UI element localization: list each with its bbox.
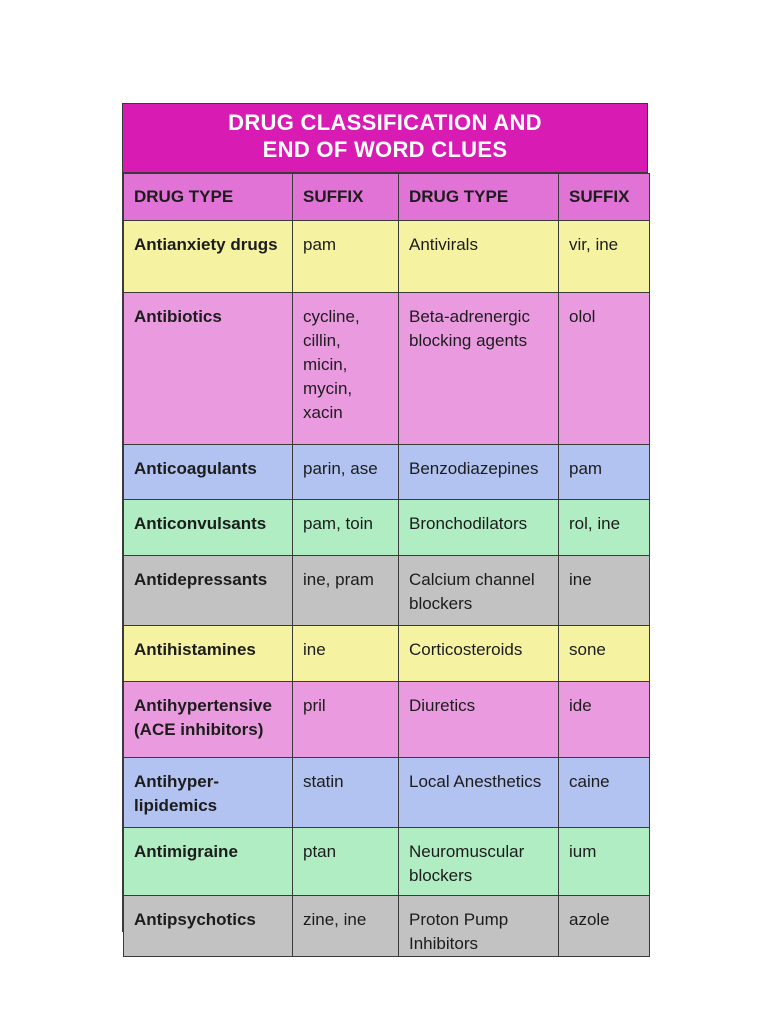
drug-type-cell: Local Anesthetics (399, 758, 559, 828)
title-line-1: DRUG CLASSIFICATION AND (228, 110, 542, 135)
suffix-cell: pam (293, 221, 399, 293)
suffix-cell: ide (559, 682, 650, 758)
drug-type-cell: Antimigraine (124, 828, 293, 896)
table-row (124, 626, 650, 682)
suffix-cell: ium (559, 828, 650, 896)
drug-type-cell: Beta-adrenergic blocking agents (399, 293, 559, 445)
drug-type-cell: Anticoagulants (124, 445, 293, 500)
header-drug-type-1: DRUG TYPE (124, 174, 293, 221)
drug-type-cell: Benzodiazepines (399, 445, 559, 500)
drug-type-cell: Antivirals (399, 221, 559, 293)
drug-type-cell: Antianxiety drugs (124, 221, 293, 293)
drug-type-cell: Antidepressants (124, 556, 293, 626)
suffix-cell: zine, ine (293, 896, 399, 957)
title-banner (123, 104, 647, 173)
drug-type-cell: Proton Pump Inhibitors (399, 896, 559, 957)
suffix-cell: vir, ine (559, 221, 650, 293)
table-row (124, 556, 650, 626)
drug-type-cell: Neuromuscular blockers (399, 828, 559, 896)
table-row (124, 828, 650, 896)
table-row (124, 445, 650, 500)
suffix-cell: olol (559, 293, 650, 445)
suffix-cell: sone (559, 626, 650, 682)
suffix-cell: pril (293, 682, 399, 758)
drug-type-cell: Corticosteroids (399, 626, 559, 682)
suffix-cell: ine, pram (293, 556, 399, 626)
table-row (124, 682, 650, 758)
suffix-cell: ine (293, 626, 399, 682)
header-suffix-1: SUFFIX (293, 174, 399, 221)
drug-type-cell: Calcium channel blockers (399, 556, 559, 626)
drug-type-cell: Bronchodilators (399, 500, 559, 556)
drug-type-cell: Anticonvulsants (124, 500, 293, 556)
suffix-cell: statin (293, 758, 399, 828)
header-drug-type-2: DRUG TYPE (399, 174, 559, 221)
table-row (124, 500, 650, 556)
suffix-cell: pam, toin (293, 500, 399, 556)
suffix-cell: caine (559, 758, 650, 828)
drug-type-cell: Antihypertensive (ACE inhibitors) (124, 682, 293, 758)
suffix-cell: ptan (293, 828, 399, 896)
drug-classification-card (122, 103, 648, 953)
title-line-2: END OF WORD CLUES (262, 137, 508, 162)
drug-suffix-table (123, 173, 650, 957)
drug-type-cell: Antibiotics (124, 293, 293, 445)
drug-type-cell: Antipsychotics (124, 896, 293, 957)
suffix-cell: pam (559, 445, 650, 500)
drug-type-cell: Antihistamines (124, 626, 293, 682)
suffix-cell: rol, ine (559, 500, 650, 556)
header-suffix-2: SUFFIX (559, 174, 650, 221)
table-header-row (124, 174, 650, 221)
table-row (124, 758, 650, 828)
drug-type-cell: Diuretics (399, 682, 559, 758)
suffix-cell: parin, ase (293, 445, 399, 500)
suffix-cell: azole (559, 896, 650, 957)
table-row (124, 293, 650, 445)
suffix-cell: ine (559, 556, 650, 626)
table-row (124, 896, 650, 957)
drug-type-cell: Antihyper-lipidemics (124, 758, 293, 828)
table-row (124, 221, 650, 293)
suffix-cell: cycline, cillin, micin, mycin, xacin (293, 293, 399, 445)
